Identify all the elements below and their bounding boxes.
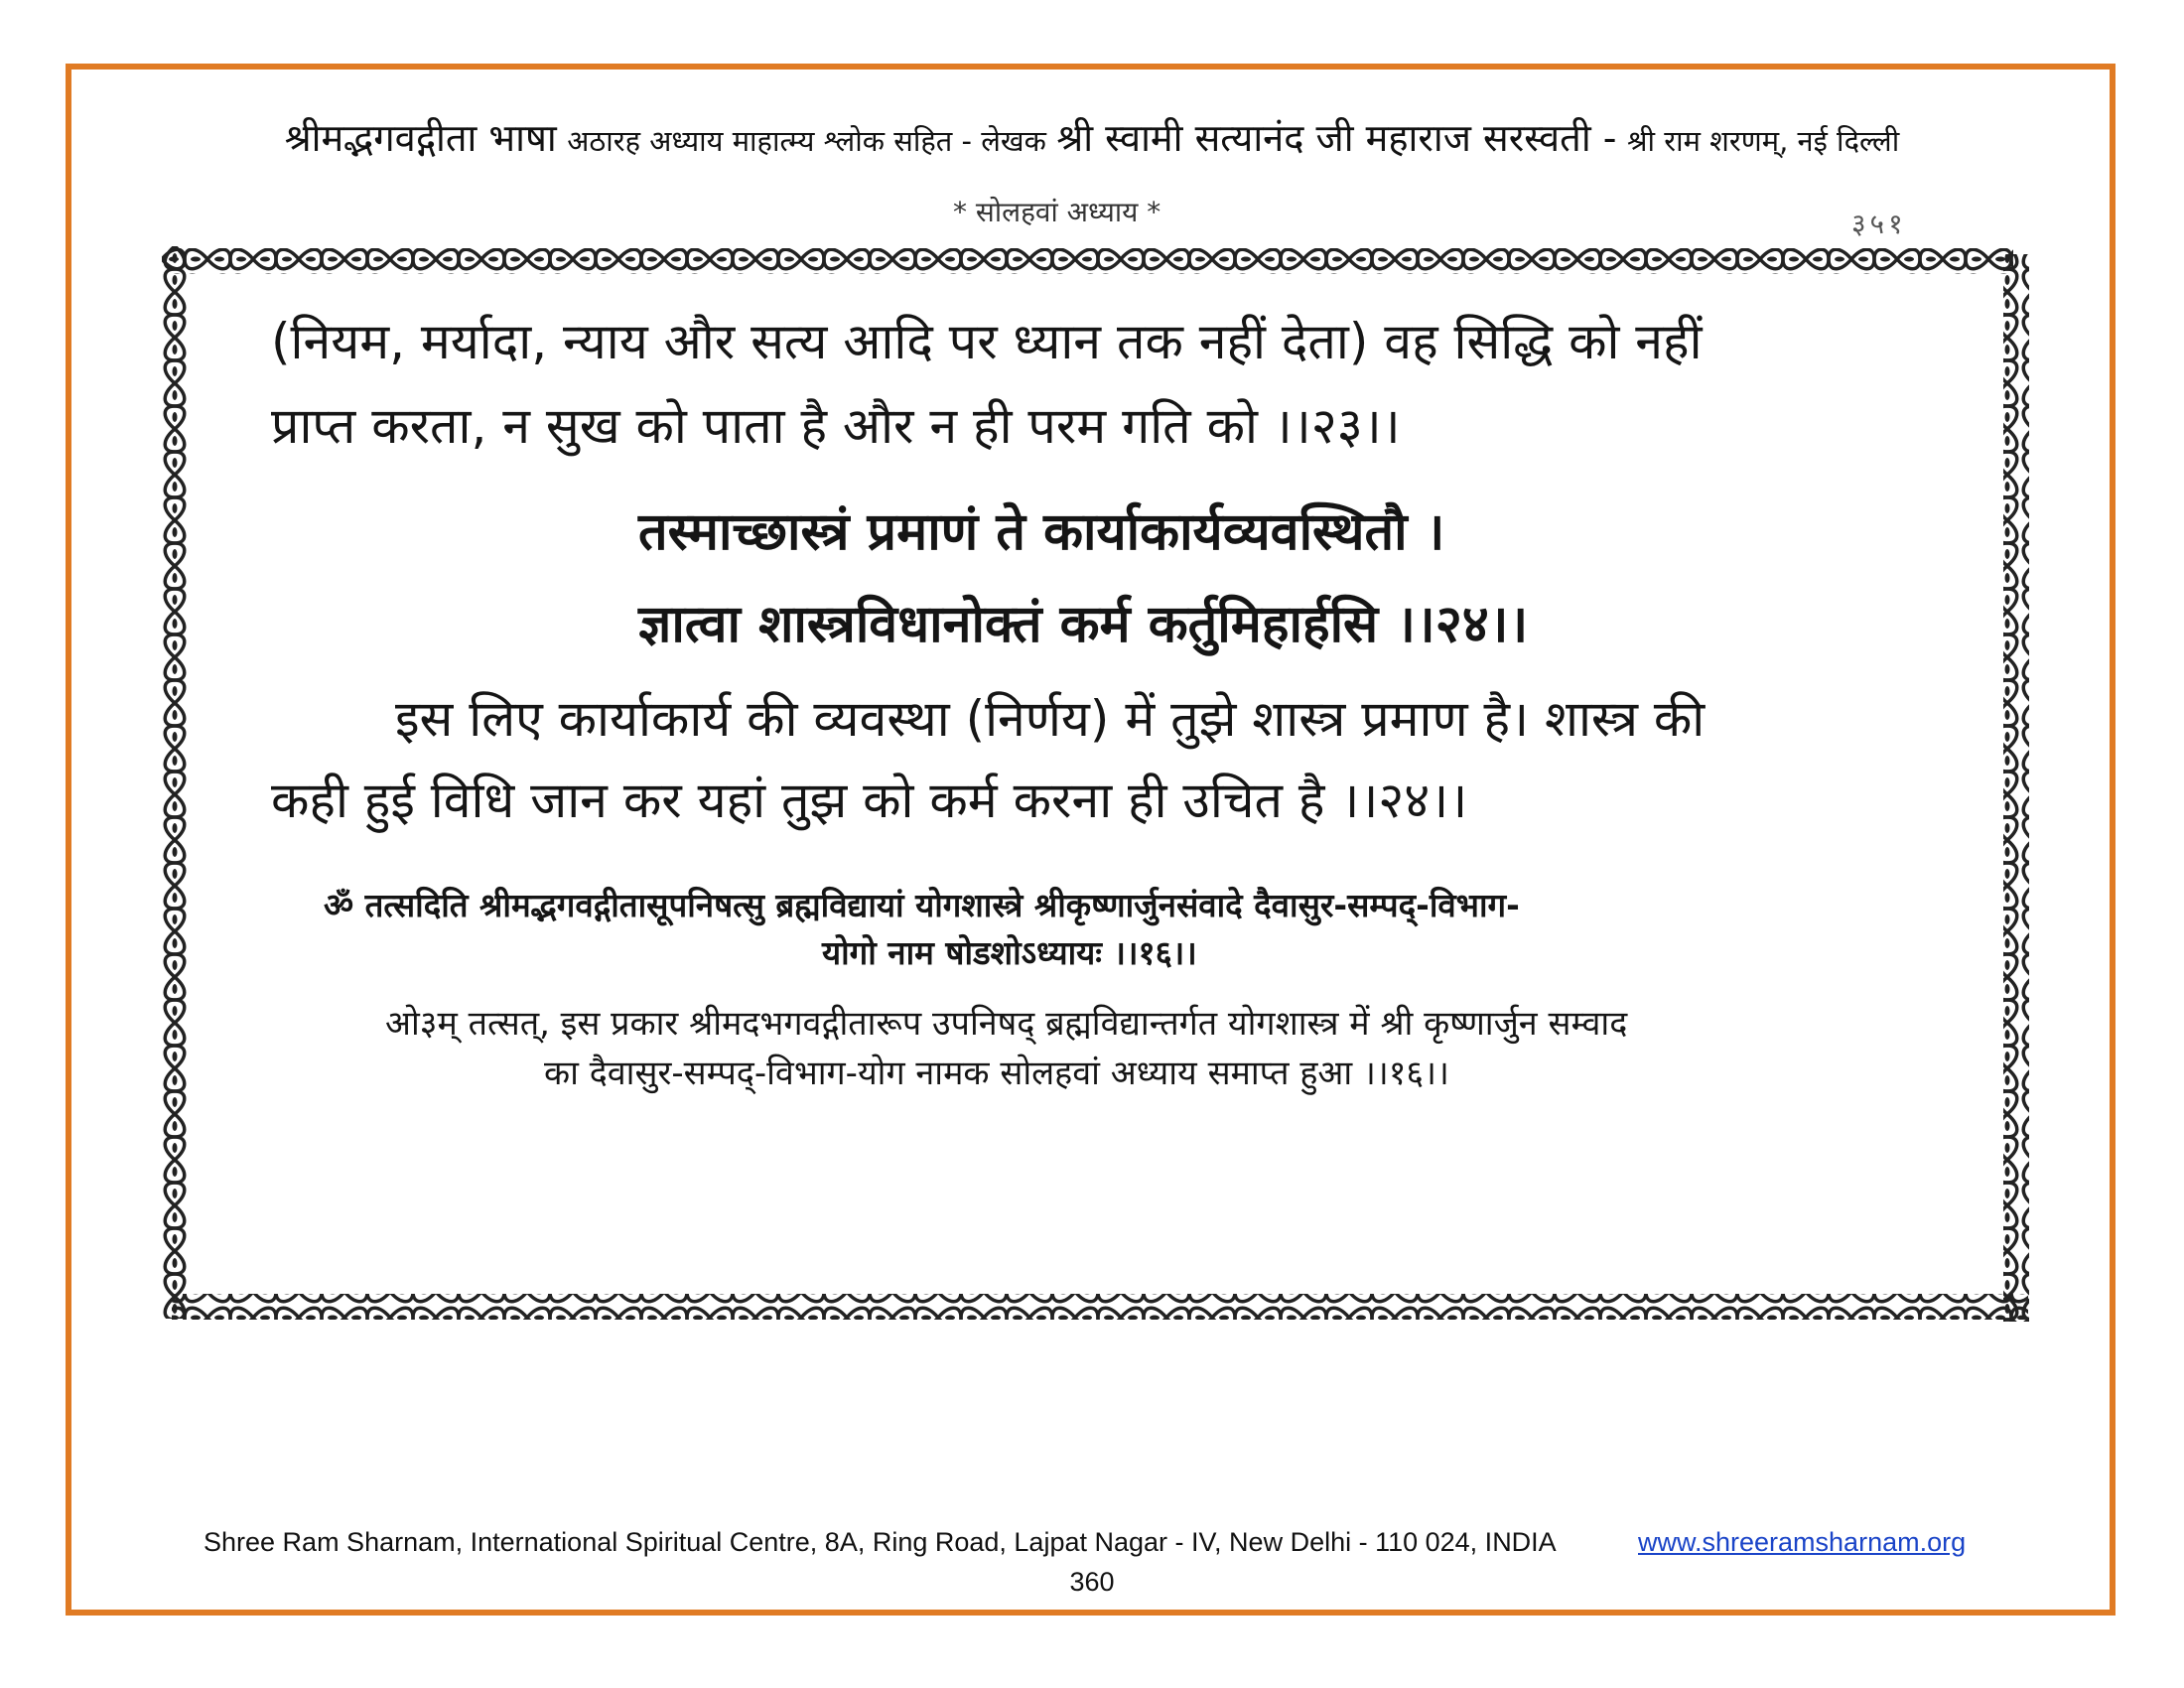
header-author: श्री स्वामी सत्यानंद जी महाराज सरस्वती - xyxy=(1056,116,1617,160)
scan-page-mark: ३५१ xyxy=(1851,208,1907,240)
translation-line-1: इस लिए कार्याकार्य की व्यवस्था (निर्णय) में तुझे शास्त्र प्रमाण है। शास्त्र की xyxy=(395,690,1706,748)
colophon-line-2: योगो नाम षोडशोऽध्यायः ।।१६।। xyxy=(822,933,1197,972)
text-line-1: (नियम, मर्यादा, न्याय और सत्य आदि पर ध्यान तक नहीं देता) वह सिद्धि को नहीं xyxy=(271,313,1703,370)
chapter-end-note-1: ओ३म् तत्सत्, इस प्रकार श्रीमदभगवद्गीतारूप उपनिषद् ब्रह्मविद्यान्तर्गत योगशास्त्र में श्री कृष्णार्जुन सम्वाद xyxy=(385,1004,1628,1044)
chapter-end-note-2: का दैवासुर-सम्पद्-विभाग-योग नामक सोलहवां अध्याय समाप्त हुआ ।।१६।। xyxy=(544,1054,1449,1093)
footer-address: Shree Ram Sharnam, International Spiritual Centre, 8A, Ring Road, Lajpat Nagar - IV, New Delhi - 110 024, INDIA xyxy=(204,1527,1557,1557)
header-subtitle: अठारह अध्याय माहात्म्य श्लोक सहित - लेखक xyxy=(567,124,1046,158)
page-header xyxy=(0,111,2184,163)
chapter-heading: * सोलहवां अध्याय * xyxy=(953,196,1161,228)
header-publisher: श्री राम शरणम्, नई दिल्ली xyxy=(1626,124,1900,158)
header-title: श्रीमद्भगवद्गीता भाषा xyxy=(284,116,557,160)
website-link[interactable]: www.shreeramsharnam.org xyxy=(1638,1527,1967,1557)
scanned-page xyxy=(162,246,2038,1331)
sanskrit-verse-line-2: ज्ञात्वा शास्त्रविधानोक्तं कर्म कर्तुमिहार्हसि ।।२४।। xyxy=(638,595,1529,654)
page-number: 360 xyxy=(1069,1567,1115,1597)
translation-line-2: कही हुई विधि जान कर यहां तुझ को कर्म करना ही उचित है ।।२४।। xyxy=(271,772,1468,829)
text-line-2: प्राप्त करता, न सुख को पाता है और न ही परम गति को ।।२३।। xyxy=(271,397,1401,455)
colophon-line-1: ॐ तत्सदिति श्रीमद्भगवद्गीतासूपनिषत्सु ब्रह्मविद्यायां योगशास्त्रे श्रीकृष्णार्जुनसंवादे दैवासुर-सम्पद्-विभाग- xyxy=(324,886,1520,924)
sanskrit-verse-line-1: तस्माच्छास्त्रं प्रमाणं ते कार्याकार्यव्यवस्थितौ । xyxy=(638,502,1445,562)
